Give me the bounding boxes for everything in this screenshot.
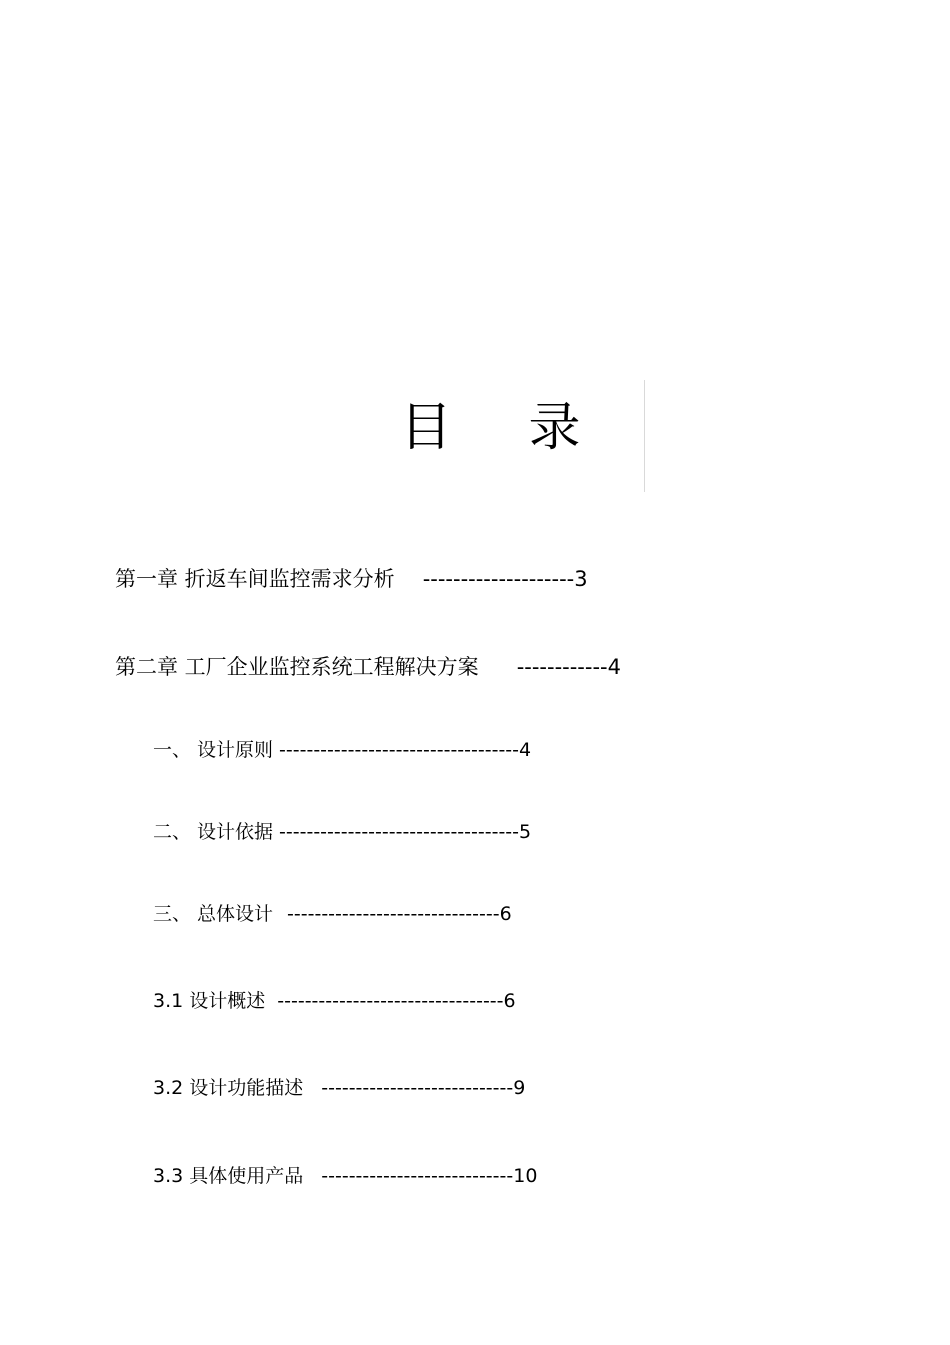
- toc-entry-label: 3.2 设计功能描述: [153, 1077, 304, 1099]
- toc-entry-leader: ----------------------------: [321, 1077, 514, 1099]
- toc-entry-label: 第二章 工厂企业监控系统工程解决方案: [115, 655, 479, 679]
- toc-entry-label: 3.1 设计概述: [153, 990, 266, 1012]
- toc-entry-page: 4: [519, 739, 532, 761]
- toc-entry-page: 3: [574, 567, 588, 591]
- toc-entry-subsection-3-2: [153, 1074, 525, 1102]
- toc-entry-label: 第一章 折返车间监控需求分析: [115, 567, 395, 591]
- toc-entry-page: 10: [513, 1165, 538, 1187]
- toc-entry-leader: ----------------------------: [321, 1165, 514, 1187]
- toc-entry-subsection-3-1: [153, 987, 516, 1015]
- toc-entry-page: 9: [513, 1077, 526, 1099]
- toc-entry-page: 6: [503, 990, 516, 1012]
- toc-entry-chapter-2: [115, 653, 621, 681]
- toc-entry-subsection-3-3: [153, 1162, 537, 1190]
- toc-entry-leader: ------------: [516, 655, 608, 679]
- toc-entry-label: 三、 总体设计: [153, 903, 274, 925]
- toc-entry-leader: ---------------------------------: [277, 990, 504, 1012]
- toc-entry-leader: --------------------: [422, 567, 575, 591]
- toc-entry-page: 4: [607, 655, 621, 679]
- vertical-divider: [644, 380, 645, 492]
- toc-entry-leader: -----------------------------------: [279, 821, 520, 843]
- toc-entry-label: 3.3 具体使用产品: [153, 1165, 304, 1187]
- toc-entry-page: 5: [519, 821, 532, 843]
- toc-entry-section-1: [153, 736, 531, 764]
- toc-entry-label: 一、 设计原则: [153, 739, 274, 761]
- toc-entry-page: 6: [499, 903, 512, 925]
- toc-entry-chapter-1: [115, 565, 588, 593]
- toc-entry-section-3: [153, 900, 512, 928]
- toc-entry-label: 二、 设计依据: [153, 821, 274, 843]
- toc-entry-leader: -----------------------------------: [279, 739, 520, 761]
- toc-title: 目 录: [400, 398, 611, 458]
- toc-entry-section-2: [153, 818, 531, 846]
- toc-entry-leader: -------------------------------: [287, 903, 500, 925]
